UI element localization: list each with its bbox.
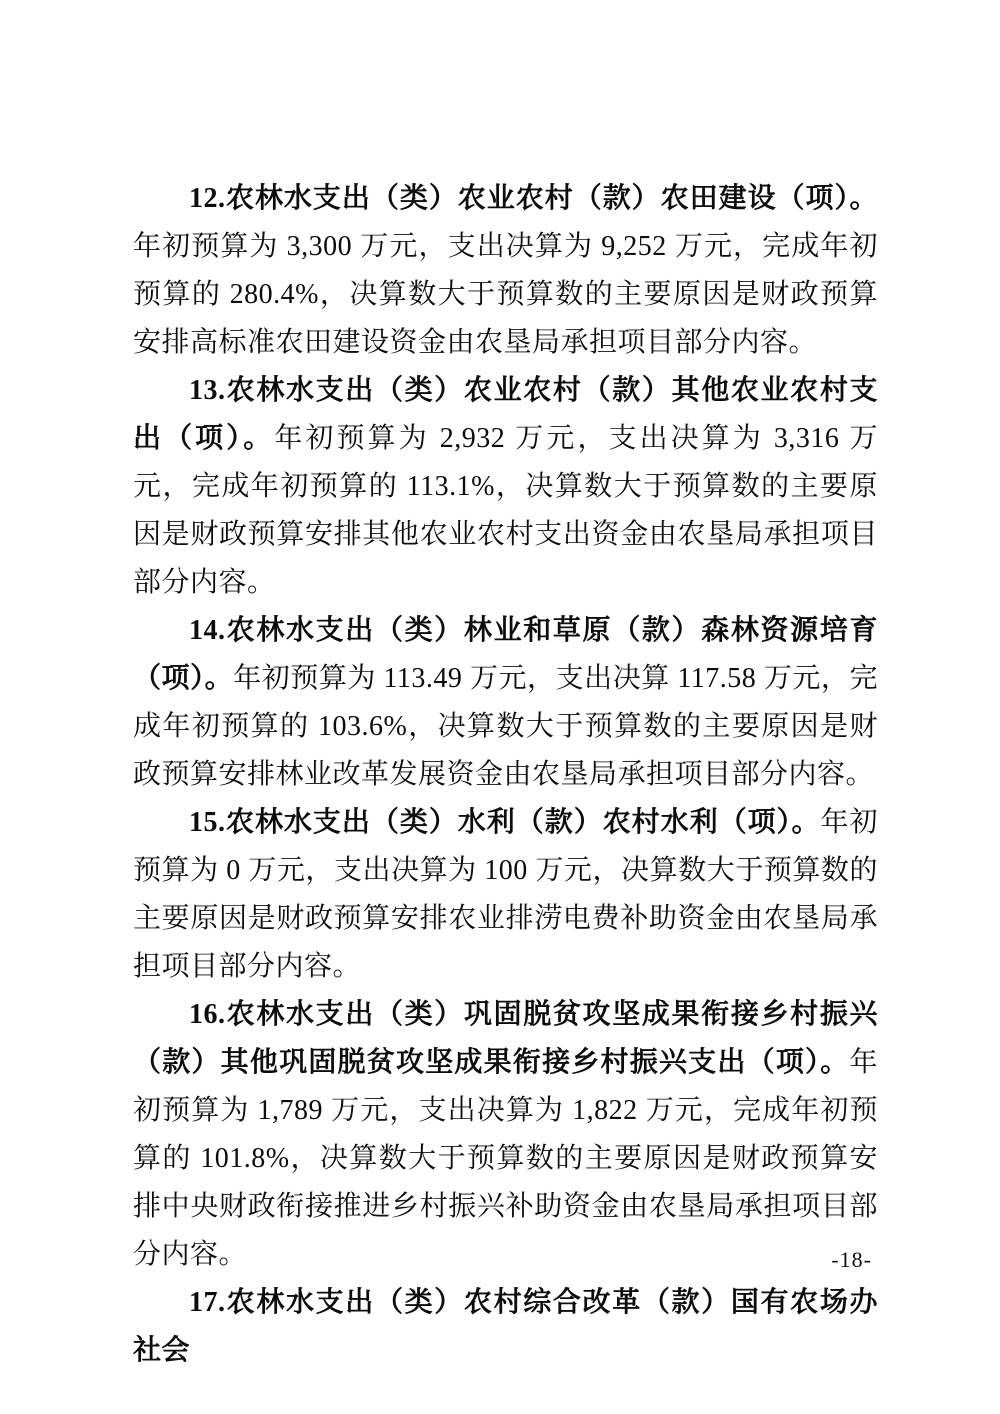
paragraph-item-12	[133, 175, 878, 367]
item-14-heading: 14.农林水支出（类）林业和草原（款）森林资源培育（项）。	[133, 615, 878, 694]
paragraph-item-14	[133, 607, 878, 799]
item-15-body: 年初预算为 0 万元，支出决算为 100 万元，决算数大于预算数的主要原因是财政预算安排农业排涝电费补助资金由农垦局承担项目部分内容。	[133, 807, 878, 982]
item-12-body: 年初预算为 3,300 万元，支出决算为 9,252 万元，完成年初预算的 280.4%，决算数大于预算数的主要原因是财政预算安排高标准农田建设资金由农垦局承担项目部分内容。	[133, 231, 878, 358]
item-13-heading: 13.农林水支出（类）农业农村（款）其他农业农村支出（项）。	[133, 375, 878, 454]
item-12-heading: 12.农林水支出（类）农业农村（款）农田建设（项）。	[189, 183, 878, 214]
item-16-body: 年初预算为 1,789 万元，支出决算为 1,822 万元，完成年初预算的 101.8%，决算数大于预算数的主要原因是财政预算安排中央财政衔接推进乡村振兴补助资金由农垦局承担项目部分内容。	[133, 1047, 878, 1270]
paragraph-item-13	[133, 367, 878, 607]
paragraph-item-16	[133, 991, 878, 1279]
paragraph-item-15	[133, 799, 878, 991]
paragraph-item-17	[133, 1279, 878, 1375]
item-17-heading: 17.农林水支出（类）农村综合改革（款）国有农场办社会	[133, 1287, 878, 1366]
document-body	[133, 175, 878, 1375]
item-13-body: 年初预算为 2,932 万元，支出决算为 3,316 万元，完成年初预算的 113.1%，决算数大于预算数的主要原因是财政预算安排其他农业农村支出资金由农垦局承担项目部分内容。	[133, 423, 878, 598]
item-16-heading: 16.农林水支出（类）巩固脱贫攻坚成果衔接乡村振兴（款）其他巩固脱贫攻坚成果衔接乡村振兴支出（项）。	[133, 999, 878, 1078]
page-number: -18-	[831, 1247, 872, 1272]
item-15-heading: 15.农林水支出（类）水利（款）农村水利（项）。	[189, 807, 821, 838]
item-14-body: 年初预算为 113.49 万元，支出决算 117.58 万元，完成年初预算的 103.6%，决算数大于预算数的主要原因是财政预算安排林业改革发展资金由农垦局承担项目部分内容。	[133, 663, 878, 790]
